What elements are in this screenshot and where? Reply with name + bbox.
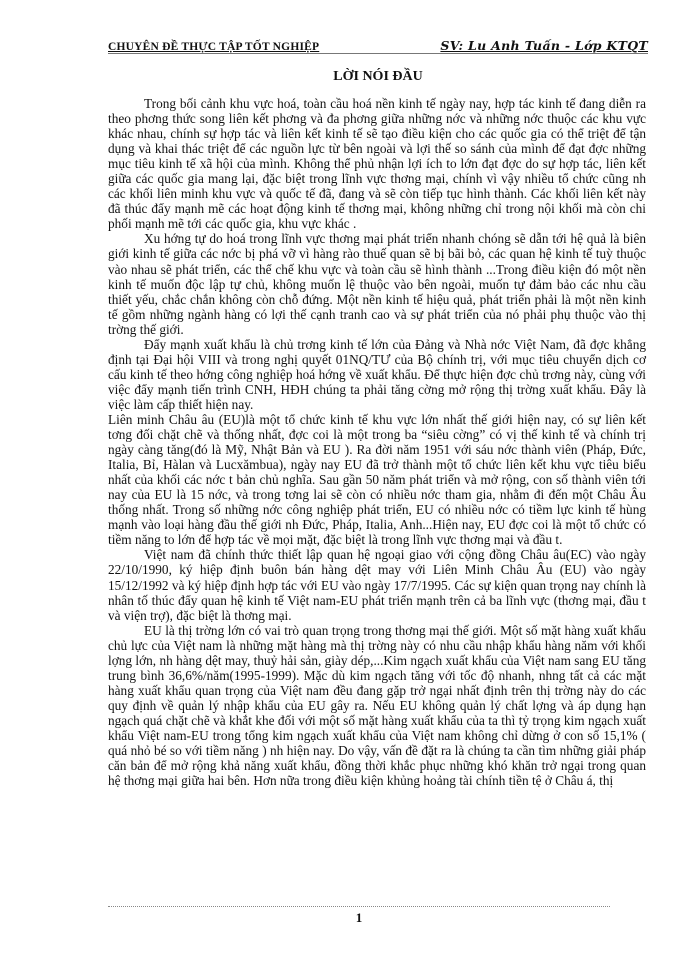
paragraph: Trong bối cảnh khu vực hoá, toàn cầu hoá nền kinh tế ngày nay, hợp tác kinh tế đang diễn ra theo phơng thức song liên kết phơng và đa phơng giữa những nớc và những nớc thuộc các khu vực khác nhau, chính sự hợp tác và liên kết kinh tế sẽ tạo điều kiện cho các quốc gia có thể triệt để tận dụng và khai thác triệt để các nguồn lực từ bên ngoài và lợi thế so sánh của mình để đạt đợc những mục tiêu kinh tế xã hội của mình. Không thể phủ nhận lợi ích to lớn đạt đợc do sự hợp tác, liên kết giữa các quốc gia mang lại, đặc biệt trong lĩnh vực thơng mại, chính vì vậy nhiều tổ chức cũng nh các khối liên minh khu vực và quốc tế đã, đang và sẽ còn tiếp tục hình thành. Các khối liên kết này đã thúc đẩy mạnh mẽ các hoạt động kinh tế thơng mại, không những chỉ trong nội khối mà còn chi phối mạnh mẽ tới các quốc gia, khu vực khác . [108, 96, 646, 232]
page-header [108, 36, 648, 54]
page-title: LỜI NÓI ĐẦU [333, 69, 423, 84]
paragraph: Xu hớng tự do hoá trong lĩnh vực thơng mại phát triển nhanh chóng sẽ dẫn tới hệ quả là biên giới kinh tế giữa các nớc bị phá vỡ vì hàng rào thuế quan sẽ bị bãi bỏ, các quan hệ kinh tế tuỳ thuộc vào nhau sẽ phát triển, các thể chế khu vực và toàn cầu sẽ hình thành ...Trong điều kiện đó một nền kinh tế muốn độc lập tự chủ, không muốn lệ thuộc vào bên ngoài, muốn tự đảm bảo các nhu cầu thiết yếu, chắc chắn không còn chỗ đứng. Một nền kinh tế hiệu quả, phát triển phải là một nền kinh tế gồm những ngành hàng có lợi thế cạnh tranh cao và sự phát triển của nó phải phụ thuộc vào thị trờng thế giới. [108, 231, 646, 337]
document-body [108, 96, 646, 788]
paragraph: Việt nam đã chính thức thiết lập quan hệ ngoại giao với cộng đồng Châu âu(EC) vào ngày 22/10/1990, ký hiệp định buôn bán hàng dệt may với Liên Minh Châu Âu (EU) vào ngày 15/12/1992 và ký hiệp định hợp tác với EU vào ngày 17/7/1995. Các sự kiện quan trọng nay chính là nhân tố thúc đẩy quan hệ kinh tế Việt nam-EU phát triển mạnh trên cả ba lĩnh vực (thơng mại, đầu t và viện trợ), đặc biệt là thơng mại. [108, 547, 646, 623]
paragraph: Đẩy mạnh xuất khẩu là chủ trơng kinh tế lớn của Đảng và Nhà nớc Việt Nam, đã đợc khẳng định tại Đại hội VIII và trong nghị quyết 01NQ/TƯ của Bộ chính trị, với mục tiêu chuyển dịch cơ cấu kinh tế theo hớng công nghiệp hoá hớng về xuất khẩu. Để thực hiện đợc chủ trơng này, cùng với việc đẩy mạnh tiến trình CNH, HĐH chúng ta phải tăng cờng mở rộng thị trờng xuất khẩu. Đây là việc làm cấp thiết hiện nay. [108, 336, 646, 412]
paragraph: Liên minh Châu âu (EU)là một tổ chức kinh tế khu vực lớn nhất thế giới hiện nay, có sự liên kết tơng đối chặt chẽ và thống nhất, đợc coi là một trong ba “siêu cờng” có vị thế kinh tế và chính trị ngày càng tăng(đó là Mỹ, Nhật Bản và EU ). Ra đời năm 1951 với sáu nớc thành viên (Pháp, Đức, Italia, Bỉ, Hàlan và Lucxămbua), ngày nay EU đã trở thành một tổ chức liên kết khu vực tiêu biểu nhất của khối các nớc t bản chủ nghĩa. Sau gần 50 năm phát triển và mở rộng, con số thành viên tới nay của EU là 15 nớc, và trong tơng lai sẽ còn có nhiều nớc tham gia, nhằm đi đến một Châu Âu thống nhất. Trong số những nớc công nghiệp phát triển, EU có nhiều nớc có tiềm lực kinh tế hùng mạnh vào loại hàng đầu thế giới nh Đức, Pháp, Italia, Anh...Hiện nay, EU đợc coi là một tổ chức có tiềm năng to lớn để hợp tác về mọi mặt, đặc biệt là trong lĩnh vực thơng mại và đầu t. [108, 411, 646, 548]
footer-divider [108, 906, 610, 907]
header-topic: CHUYÊN ĐỀ THỰC TẬP TỐT NGHIỆP [108, 41, 320, 53]
paragraph: EU là thị trờng lớn có vai trò quan trọng trong thơng mại thế giới. Một số mặt hàng xuất khẩu chủ lực của Việt nam là những mặt hàng mà thị trờng này có nhu cầu nhập khẩu hàng năm với khối lợng lớn, nh hàng dệt may, thuỷ hải sản, giày dép,...Kim ngạch xuất khẩu của Việt nam sang EU tăng trung bình 36,6%/năm(1995-1999). Mặc dù kim ngạch tăng với tốc độ nhanh, nhng tất cả các mặt hàng xuất khẩu quan trọng của Việt nam đều đang gặp trở ngại nhất định trên thị trờng này do các quy định về quản lý nhập khẩu của EU gây ra. Nếu EU không quản lý chất lợng và áp dụng hạn ngạch quá chặt chẽ và khắt khe đối với một số mặt hàng xuất khẩu của ta thì tỷ trọng kim ngạch xuất khẩu Việt nam-EU trong tổng kim ngạch xuất khẩu của Việt nam không chỉ dừng ở con số 15,1% ( quá nhỏ bé so với tiềm năng ) nh hiện nay. Do vậy, vấn đề đặt ra là chúng ta cần tìm những giải pháp căn bản để mở rộng khả năng xuất khẩu, đồng thời khắc phục những khó khăn trở ngại trong quan hệ thơng mại giữa hai bên. Hơn nữa trong điều kiện khủng hoảng tài chính tiền tệ ở Châu á, thị [108, 622, 646, 789]
page-number: 1 [355, 910, 363, 925]
header-author: SV: Lu Anh Tuấn - Lớp KTQT [440, 38, 648, 53]
